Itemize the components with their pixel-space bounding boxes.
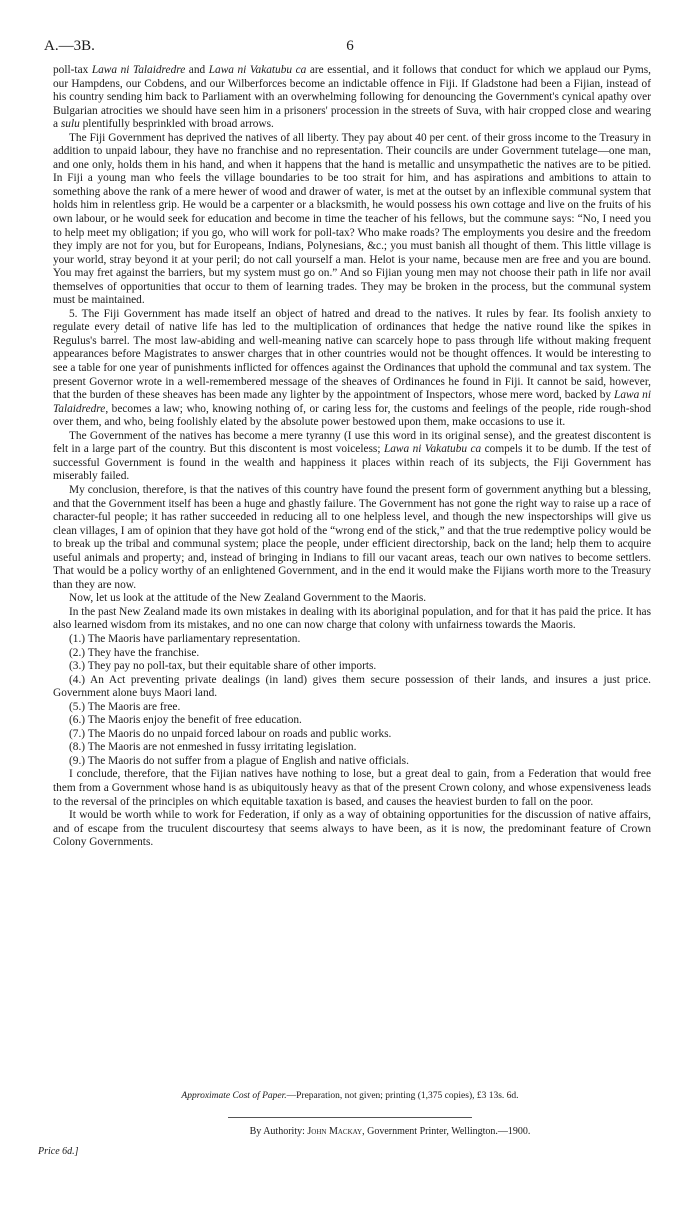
italic-term: Lawa ni Talaidredre: [53, 389, 651, 415]
list-item: [53, 633, 651, 647]
authority-suffix: , Government Printer, Wellington.—1900.: [362, 1126, 531, 1137]
paragraph: [53, 768, 651, 809]
text-run: are essential, and it follows that conduct for which we applaud our Pyms, our Hampdens, our Cobdens, and our Wilberforces become an indictable offence in Fiji. If Gladstone had been a Fijian, instead of his country sending him back to Parliament with an overwhelming following for denouncing the Government's cynical apathy over Bulgarian atrocities we should have seen him in a prisoners' procession in the streets of Suva, with hair cropped close and wearing a: [53, 64, 651, 131]
paragraph: [53, 606, 651, 633]
footer-rule: [228, 1117, 472, 1118]
page-header: [44, 38, 656, 58]
paragraph: [53, 592, 651, 606]
text-run: (5.) The Maoris are free.: [69, 700, 181, 713]
printer-name: John Mackay: [307, 1126, 363, 1137]
document-reference: A.—3B.: [44, 38, 95, 54]
list-item: [53, 701, 651, 715]
text-run: (1.) The Maoris have parliamentary representation.: [69, 632, 301, 645]
price-note: Price 6d.]: [38, 1146, 79, 1157]
list-item: [53, 714, 651, 728]
text-run: (2.) They have the franchise.: [69, 646, 200, 659]
list-item: [53, 728, 651, 742]
text-run: , becomes a law; who, knowing nothing of, or caring less for, the customs and feelings of the people, ride rough-shod over them, and who, being foolishly elated by the absolute power bestowed upon them, make occasions to use it.: [53, 402, 651, 429]
list-item: [53, 660, 651, 674]
text-run: The Government of the natives has become a mere tyranny (I use this word in its original sense), and the greatest discontent is felt in a large part of the country. But this discontent is most voiceless;: [53, 429, 651, 456]
text-run: It would be worth while to work for Federation, if only as a way of obtaining opportunities for the discussion of native affairs, and of escape from the truculent discourtesy that seems always to have been, as it is now, the predominant feature of Crown Colony Governments.: [53, 809, 651, 849]
paragraph: [53, 308, 651, 430]
authority-prefix: By Authority:: [249, 1126, 308, 1137]
list-item: [53, 741, 651, 755]
text-run: My conclusion, therefore, is that the natives of this country have found the present form of government anything but a blessing, and that the Government itself has been a huge and ghastly failure. The Government has not gone the right way to raise up a race of character-ful people; it has rather succeeded in reducing all to one helpless level, and though the new inspectorships will give us clean villages, I am of opinion that they have got hold of the “wrong end of the stick,” and that the true redemptive policy would be to break up the tribal and communal system; place the people, under efficient directorship, back on the land; help them to acquire useful animals and property; and, instead of bringing in Indians to fill our vacant areas, teach our own natives to become settlers. That would be a policy worthy of an enlightened Government, and in the end it would make the Fijians worth more to the Treasury than they are now.: [53, 483, 651, 591]
paragraph: [53, 64, 651, 132]
text-run: In the past New Zealand made its own mistakes in dealing with its aboriginal population, and for that it has paid the price. It has also learned wisdom from its mistakes, and no one can now charge that colony with unfairness towards the Maoris.: [53, 605, 651, 632]
text-run: The Fiji Government has deprived the natives of all liberty. They pay about 40 per cent. of their gross income to the Treasury in addition to unpaid labour, they have no franchise and no representation. Their councils are under Government tutelage—one man, and one only, holds them in his hand, and when it happens that the hand is metallic and unsympathetic the natives are to be pitied. In Fiji a young man who feels the village boundaries to be too strait for him, and has aspirations and ambitions to attain to something above the rank of a mere hewer of wood and drawer of water, is met at the outset by an inflexible communal system that holds him in relentless grip. He would be a carpenter or a blacksmith, he would possess his own cottage and live on the fruits of his own labour, or he would seek for education and become in time the teacher of his fellows, but the commune says: “No, I need you to help meet my obligation; if you go, who will work for poll-tax? Who make roads? The employments you desire and the freedom they imply are not for you, but for Europeans, Indians, Polynesians, &c.; you must banish all thought of them. This little village is your world, stray beyond it at your peril; do not call yourself a man. Helot is your name, because men are free and you are bound. You may fret against the barriers, but my system must go on.” And so Fijian young men may not choose their path in life nor avail themselves of opportunities that occur to them of learning trades. They may be broken in the process, but the communal system must be maintained.: [53, 131, 651, 307]
paragraph: [53, 809, 651, 850]
text-run: (4.) An Act preventing private dealings (in land) gives them secure possession of their lands, and insures a just price. Government alone buys Maori land.: [53, 673, 651, 700]
text-run: (3.) They pay no poll-tax, but their equitable share of other imports.: [69, 660, 377, 673]
cost-label: Approximate Cost of Paper.: [181, 1091, 287, 1101]
text-run: (6.) The Maoris enjoy the benefit of free education.: [69, 714, 302, 727]
text-run: and: [185, 64, 209, 76]
text-run: plentifully besprinkled with broad arrows.: [79, 118, 274, 131]
paragraph: [53, 484, 651, 592]
paragraph: [53, 674, 651, 701]
text-run: 5. The Fiji Government has made itself an object of hatred and dread to the natives. It rules by fear. Its foolish anxiety to regulate every detail of native life has led to the multiplication of ordinances that hedge the native round like the spikes in Regulus's barrel. The most law-abiding and well-meaning native can scarcely hope to pass through life without making frequent appearances before Magistrates to answer charges that in other countries would not be thought offences. It would be interesting to see a table for one year of punishments inflicted for offences against the Ordinances that uphold the communal and tax system. The present Governor wrote in a well-remembered message of the sheaves of Ordinances he found in Fiji. It cannot be said, however, that the burden of these sheaves has been made any lighter by the appointment of Inspectors, whose mere word, backed by: [53, 307, 651, 402]
paragraph: [53, 132, 651, 308]
text-run: I conclude, therefore, that the Fijian natives have nothing to lose, but a great deal to gain, from a Federation that would free them from a Government whose hand is as ubiquitously heavy as that of the present Crown colony, and whose expensiveness leads to the reversal of the principles on which equitable taxation is based, and causes the heaviest burden to fall on the poor.: [53, 768, 651, 808]
cost-text: —Preparation, not given; printing (1,375 copies), £3 13s. 6d.: [286, 1091, 519, 1101]
list-item: [53, 647, 651, 661]
text-run: (7.) The Maoris do no unpaid forced labour on roads and public works.: [69, 727, 392, 740]
authority-line: [40, 1126, 700, 1137]
italic-term: Lawa ni Talaidredre: [91, 64, 186, 76]
italic-term: Lawa ni Vakatubu ca: [383, 443, 482, 456]
text-run: Now, let us look at the attitude of the New Zealand Government to the Maoris.: [69, 592, 427, 605]
text-run: compels it to be dumb. If the test of successful Government is found in the wealth and happiness it places within reach of its subjects, the Fiji Government has miserably failed.: [53, 443, 652, 483]
italic-term: Lawa ni Vakatubu ca: [208, 64, 307, 76]
body-text: [53, 64, 651, 850]
italic-term: sulu: [60, 118, 80, 131]
list-item: [53, 755, 651, 769]
paragraph: [53, 430, 651, 484]
page-number: 6: [346, 38, 354, 54]
cost-note: [0, 1091, 700, 1101]
text-run: (8.) The Maoris are not enmeshed in fussy irritating legislation.: [69, 741, 357, 754]
text-run: poll-tax: [53, 64, 92, 76]
text-run: (9.) The Maoris do not suffer from a plague of English and native officials.: [69, 754, 409, 767]
